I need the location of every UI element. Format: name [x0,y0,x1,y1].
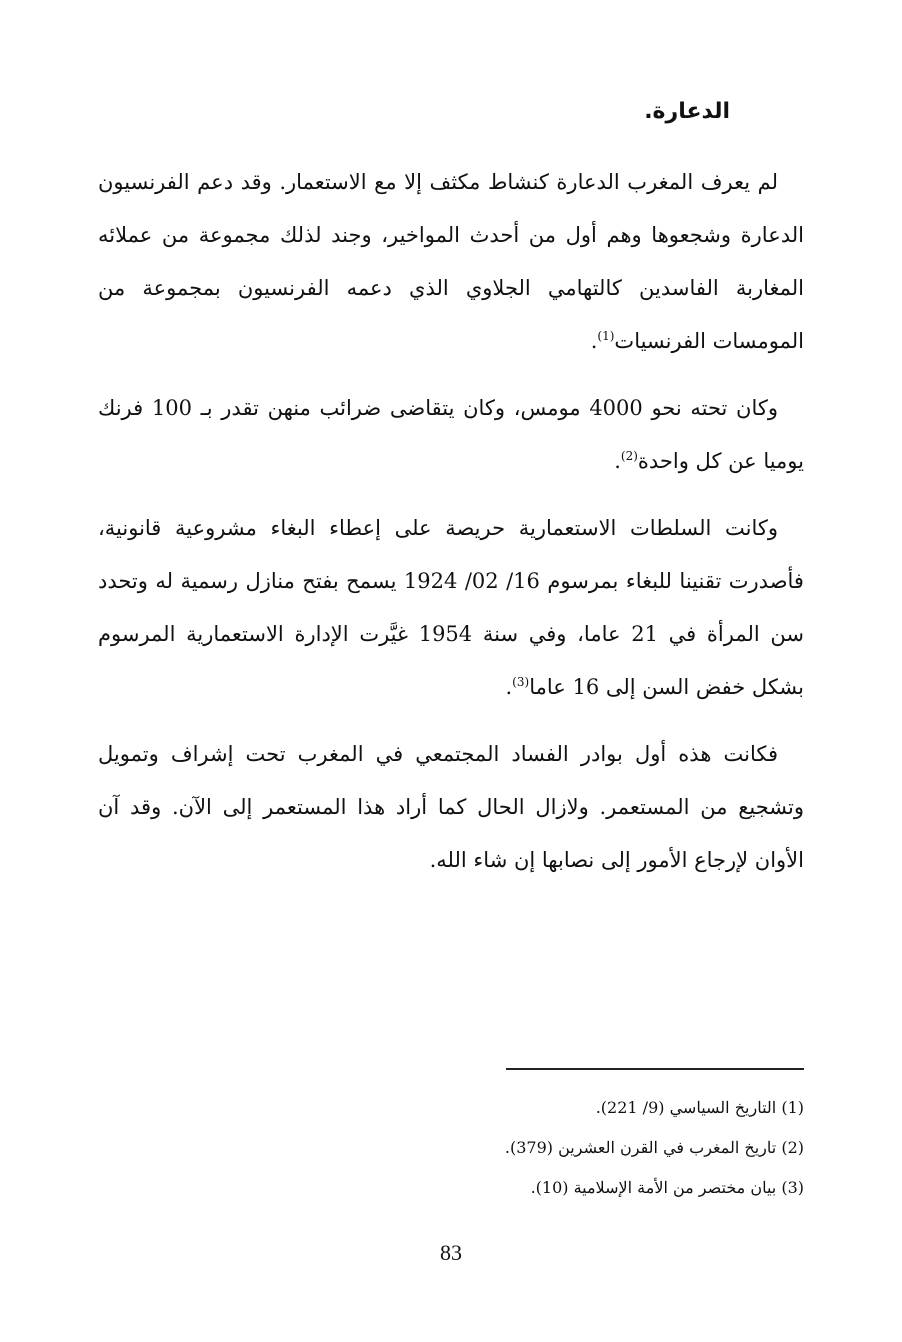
footnote-separator [506,1068,804,1070]
footnote-reference: (3) [512,675,530,689]
paragraph-text: وكان تحته نحو 4000 مومس، وكان يتقاضى ضرائب منهن تقدر بـ 100 فرنك يوميا عن كل واحدة [98,396,804,473]
footnote: (3) بيان مختصر من الأمة الإسلامية (10). [530,1178,804,1197]
footnote: (1) التاريخ السياسي (9/ 221). [595,1098,804,1117]
footnote: (2) تاريخ المغرب في القرن العشرين (379). [504,1138,804,1157]
footnotes [384,1088,804,1208]
paragraph [98,728,804,887]
footnote-reference: (1) [597,329,615,343]
paragraph-end: . [614,449,621,473]
paragraph-text: فكانت هذه أول بوادر الفساد المجتمعي في المغرب تحت إشراف وتمويل وتشجيع من المستعمر. ولازال الحال كما أراد هذا المستعمر إلى الآن. وقد آن الأوان لإرجاع الأمور إلى نصابها إن شاء الله. [98,742,804,872]
paragraph-end: . [590,329,598,353]
page-number: 83 [440,1240,462,1265]
paragraph [98,382,804,488]
paragraph [98,502,804,714]
paragraph-end: . [505,675,513,699]
paragraph [98,156,804,368]
body-text [98,156,804,887]
footnote-reference: (2) [620,449,638,463]
section-heading: الدعارة. [644,99,730,124]
paragraph-text: وكانت السلطات الاستعمارية حريصة على إعطاء البغاء مشروعية قانونية، فأصدرت تقنينا للبغاء بمرسوم 16/ 02/ 1924 يسمح بفتح منازل رسمية له وتحدد سن المرأة في 21 عاما، وفي سنة 1954 غيَّرت الإدارة الاستعمارية المرسوم بشكل خفض السن إلى 16 عاما [98,516,804,699]
paragraph-text: لم يعرف المغرب الدعارة كنشاط مكثف إلا مع الاستعمار. وقد دعم الفرنسيون الدعارة وشجعوها وهم أول من أحدث المواخير، وجند لذلك مجموعة من عملائه المغاربة الفاسدين كالتهامي الجلاوي الذي دعمه الفرنسيون بمجموعة من المومسات الفرنسيات [98,170,804,353]
